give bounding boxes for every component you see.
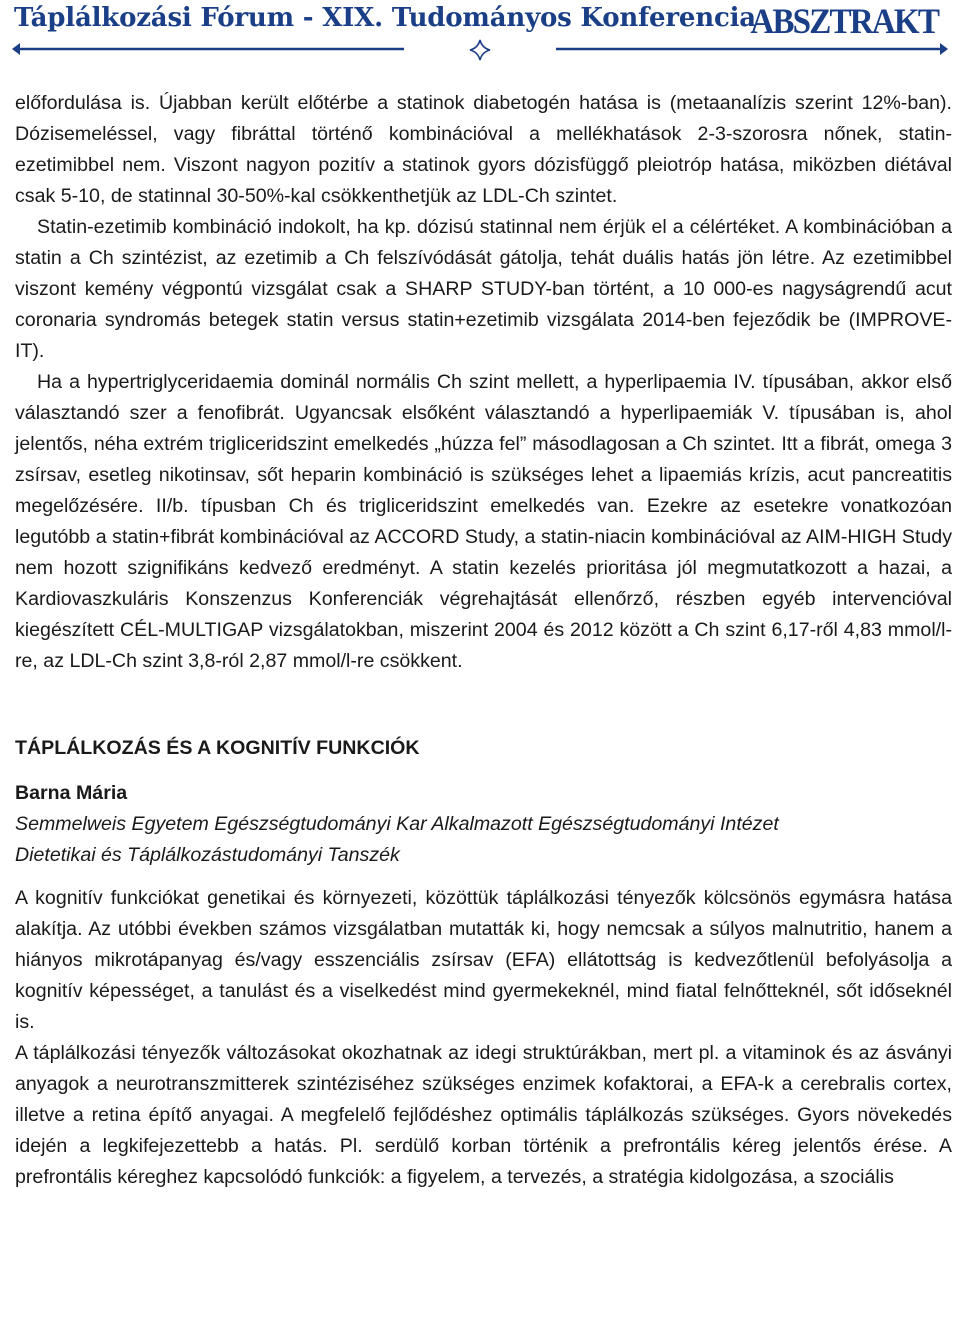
left-rule: [12, 43, 404, 55]
header-divider: [0, 38, 960, 66]
body-paragraph: Ha a hypertriglyceridaemia dominál normális Ch szint mellett, a hyperlipaemia IV. típusában, akkor első választandó szer a fenofibrát. Ugyancsak elsőként választandó a hyperlipaemiák V. típusában is, ahol jelentős, néha extrém trigliceridszint emelkedés „húzza fel” másodlagosan a Ch szintet. Itt a fibrát, omega 3 zsírsav, esetleg nikotinsav, sőt heparin kombináció is szükséges lehet a lipaemiás krízis, acut pancreatitis megelőzésére. II/b. típusban Ch és trigliceridszint emelkedés van. Ezekre az esetekre vonatkozóan legutóbb a statin+fibrát kombinációval az ACCORD Study, a statin-niacin kombinációval az AIM-HIGH Study nem hozott szignifikáns kedvező eredményt. A statin kezelés prioritása jól megmutatkozott a hazai, a Kardiovaszkuláris Konszenzus Konferenciák végrehajtását ellenőrző, részben egyéb intervencióval kiegészített CÉL-MULTIGAP vizsgálatokban, miszerint 2004 és 2012 között a Ch szint 6,17-ről 4,83 mmol/l-re, az LDL-Ch szint 3,8-ról 2,87 mmol/l-re csökkent.: [15, 371, 952, 672]
affiliation-line: Dietetikai és Táplálkozástudományi Tanszék: [15, 844, 400, 866]
right-rule: [556, 43, 948, 55]
body-paragraph: Statin-ezetimib kombináció indokolt, ha kp. dózisú statinnal nem érjük el a célértéket. A kombinációban a statin a Ch szintézist, az ezetimib a Ch felszívódását gátolja, tehát duális hatás jön létre. Az ezetimibbel viszont kemény végpontú vizsgálat csak a SHARP STUDY-ban történt, a 10 000-es nagyságrendű acut coronaria syndromás betegek statin versus statin+ezetimib vizsgálata 2014-ben fejeződik be (IMPROVE-IT).: [15, 216, 952, 362]
author-name: Barna Mária: [15, 782, 128, 804]
abstract-badge: ABSZTRAKT: [750, 1, 938, 41]
affiliation-line: Semmelweis Egyetem Egészségtudományi Kar Alkalmazott Egészségtudományi Intézet: [15, 813, 779, 835]
page-header: [0, 0, 960, 70]
document-body: [15, 88, 952, 1193]
body-paragraph: előfordulása is. Újabban került előtérbe a statinok diabetogén hatása is (metaanalízis szerint 12%-ban). Dózisemeléssel, vagy fibráttal történő kombinációval a mellékhatások 2-3-szorosra nőnek, statin-ezetimibbel nem. Viszont nagyon pozitív a statinok gyors dózisfüggő pleiotróp hatása, miközben diétával csak 5-10, de statinnal 30-50%-kal csökkenthetjük az LDL-Ch szintet.: [15, 92, 952, 207]
conference-title: Táplálkozási Fórum - XIX. Tudományos Konferencia: [14, 3, 756, 33]
abstract-paragraph: A táplálkozási tényezők változásokat okozhatnak az idegi struktúrákban, mert pl. a vitaminok és az ásványi anyagok a neurotranszmitterek szintéziséhez szükséges enzimek kofaktorai, a EFA-k a cerebralis cortex, illetve a retina építő anyagai. A megfelelő fejlődéshez optimális táplálkozás szükséges. Gyors növekedés idején a legkifejezettebb a hatás. Pl. serdülő korban történik a prefrontális kéreg jelentős érése. A prefrontális kéreghez kapcsolódó funkciók: a figyelem, a tervezés, a stratégia kidolgozása, a szociális: [15, 1042, 952, 1188]
abstract-paragraph: A kognitív funkciókat genetikai és környezeti, közöttük táplálkozási tényezők kölcsönös egymásra hatása alakítja. Az utóbbi években számos vizsgálatban mutatták ki, hogy nemcsak a súlyos malnutritio, hanem a hiányos mikrotápanyag és/vagy esszenciális zsírsav (EFA) ellátottság is kedvezőtlenül befolyásolja a kognitív képességet, a tanulást és a viselkedést mind gyermekeknél, mind fiatal felnőtteknél, sőt időseknél is.: [15, 887, 952, 1033]
section-title: TÁPLÁLKOZÁS ÉS A KOGNITÍV FUNKCIÓK: [15, 737, 420, 759]
four-point-star-icon: [470, 40, 490, 60]
